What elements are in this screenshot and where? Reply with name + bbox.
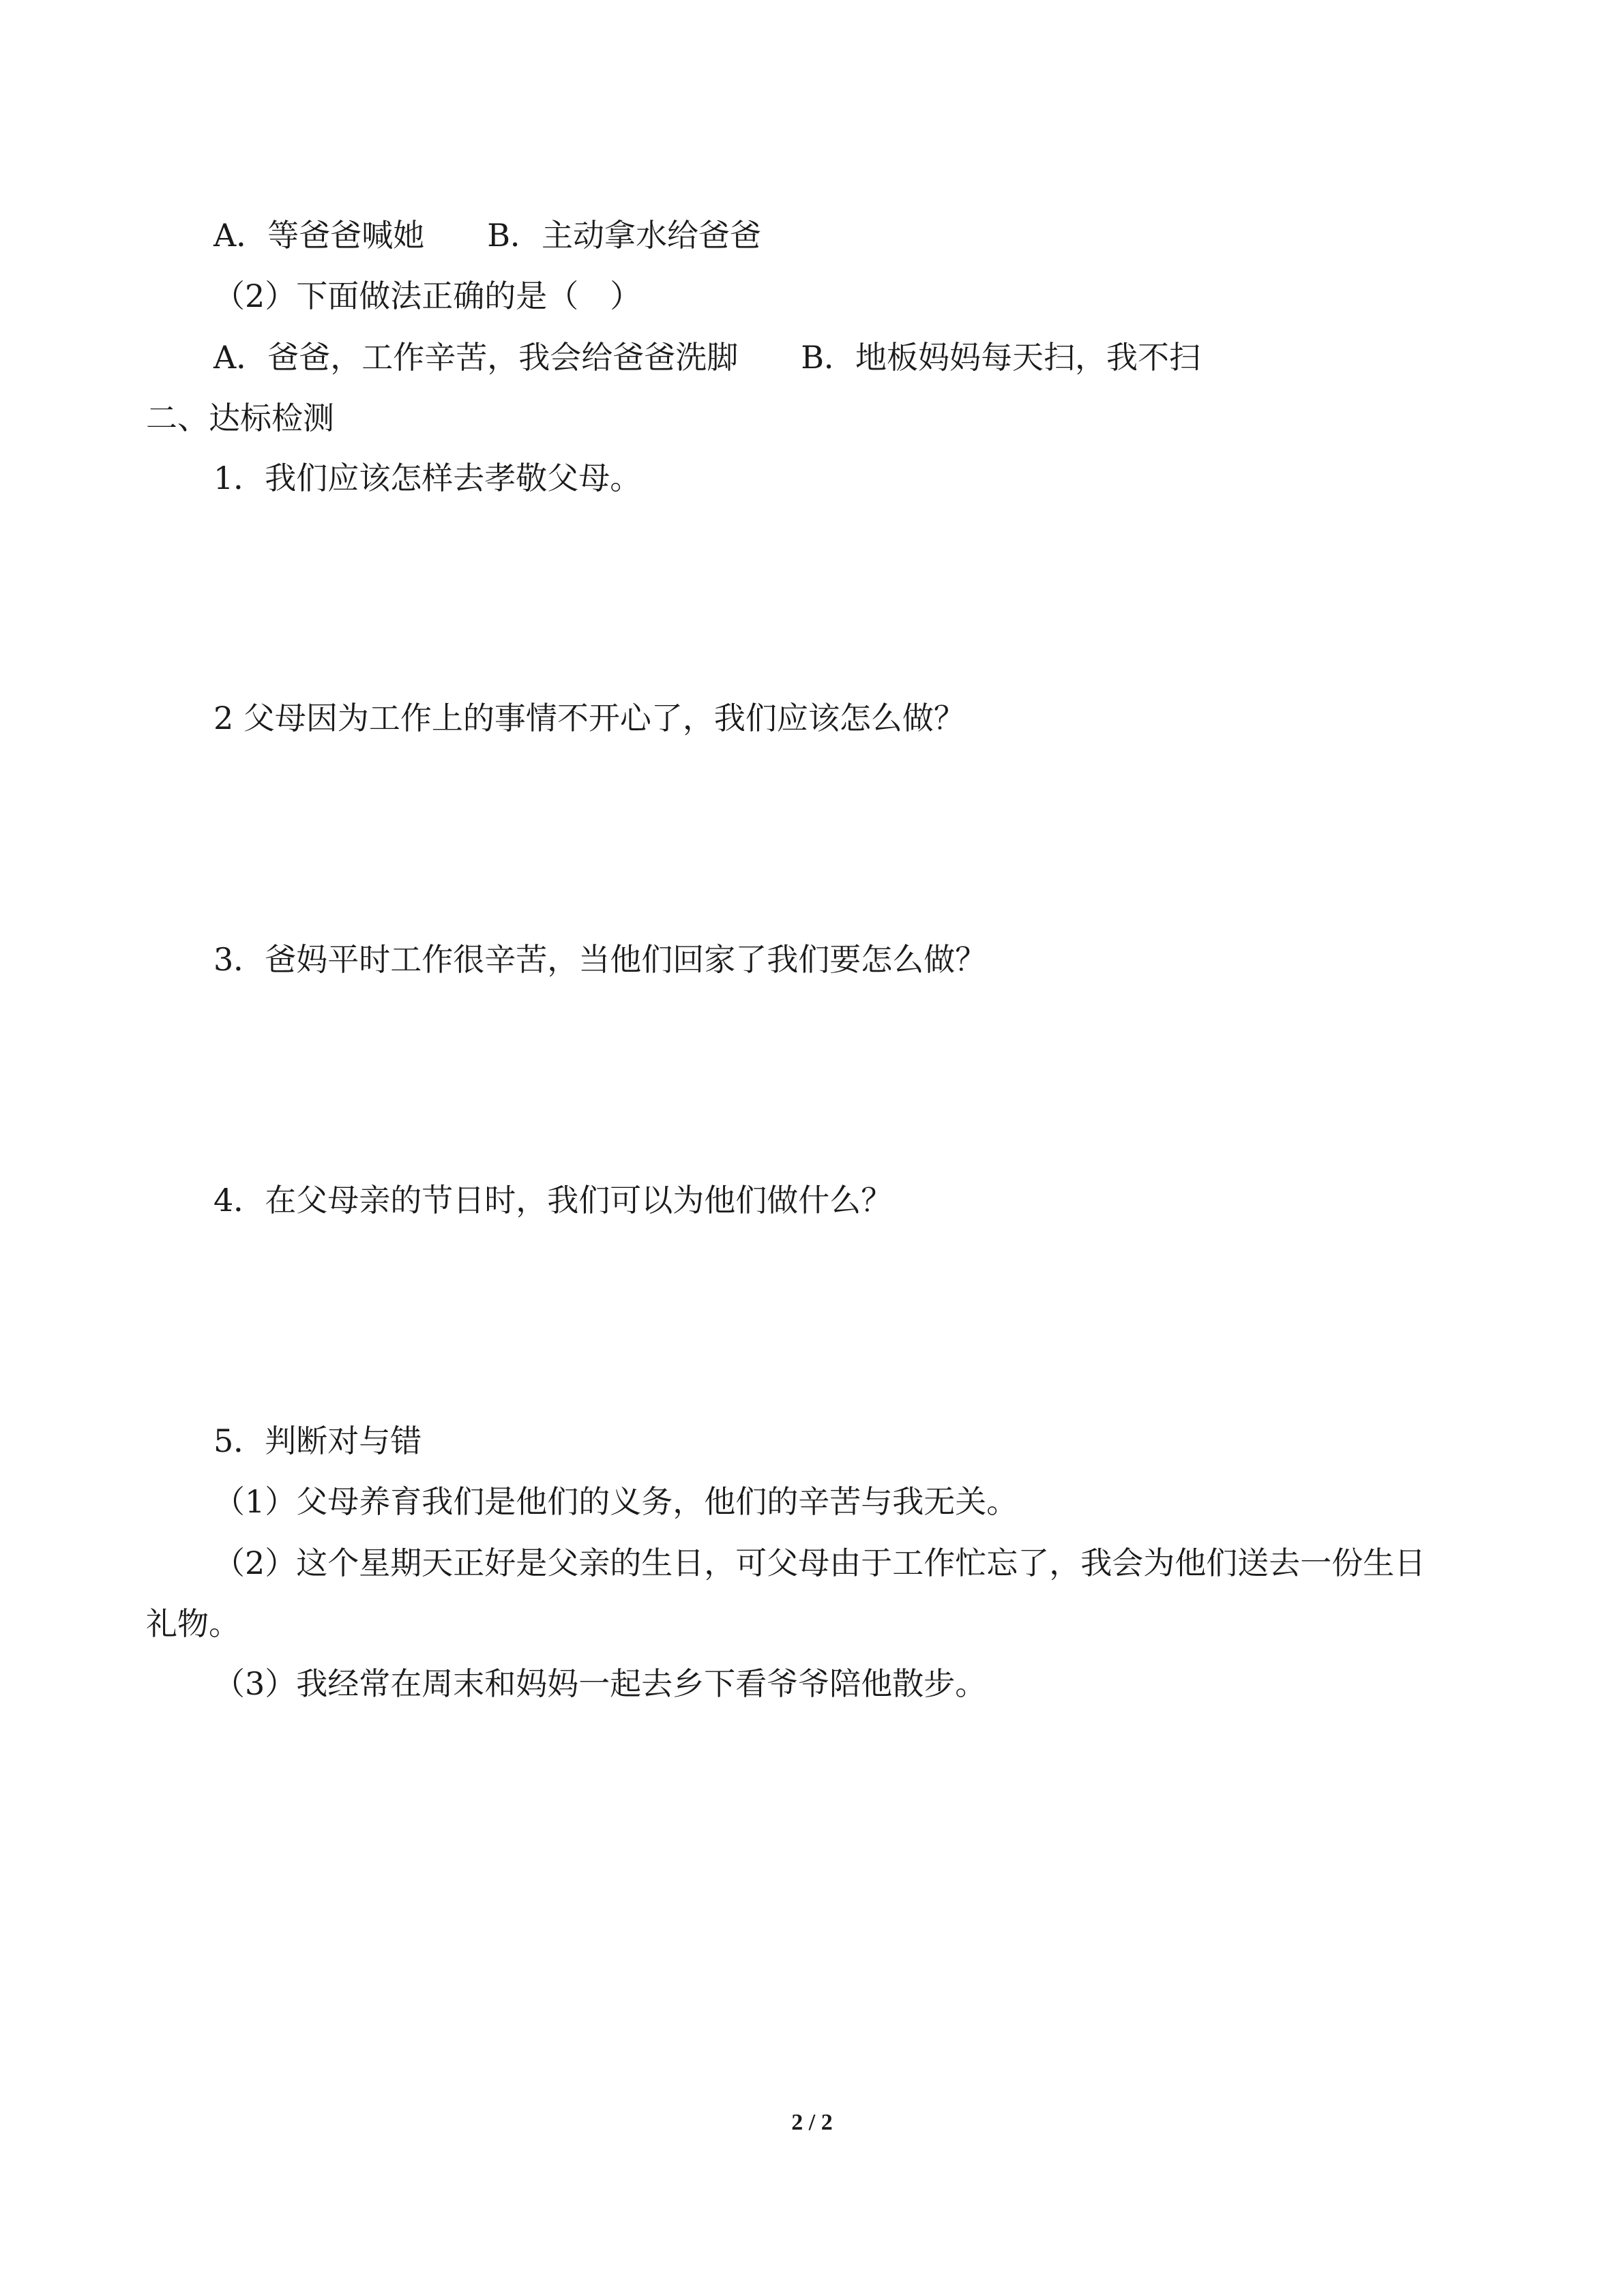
- question-2: 2 父母因为工作上的事情不开心了，我们应该怎么做？: [213, 700, 965, 736]
- question-4: 4．在父母亲的节日时，我们可以为他们做什么？: [213, 1182, 893, 1219]
- question-stem: （2）下面做法正确的是（ ）: [213, 278, 642, 314]
- question-3: 3．爸妈平时工作很辛苦，当他们回家了我们要怎么做？: [213, 941, 987, 978]
- judge-item-2-continued: 礼物。: [146, 1605, 240, 1642]
- option-b: B．地板妈妈每天扫，我不扫: [801, 339, 1201, 376]
- option-a: A．爸爸，工作辛苦，我会给爸爸洗脚: [213, 339, 739, 376]
- choice-row-q2: [213, 337, 1200, 378]
- judge-item-3: （3）我经常在周末和妈妈一起去乡下看爷爷陪他散步。: [213, 1665, 987, 1702]
- option-b: B．主动拿水给爸爸: [487, 217, 762, 254]
- judge-item-1: （1）父母养育我们是他们的义务，他们的辛苦与我无关。: [213, 1483, 1018, 1520]
- question-1: 1．我们应该怎样去孝敬父母。: [213, 460, 642, 496]
- choice-row-q1: [213, 215, 761, 256]
- option-a: A．等爸爸喊她: [213, 217, 425, 254]
- judge-item-2: （2）这个星期天正好是父亲的生日，可父母由于工作忙忘了，我会为他们送去一份生日: [213, 1545, 1426, 1581]
- page-number: 2 / 2: [791, 2110, 833, 2135]
- section-heading: 二、达标检测: [146, 400, 334, 436]
- question-5: 5．判断对与错: [213, 1422, 422, 1459]
